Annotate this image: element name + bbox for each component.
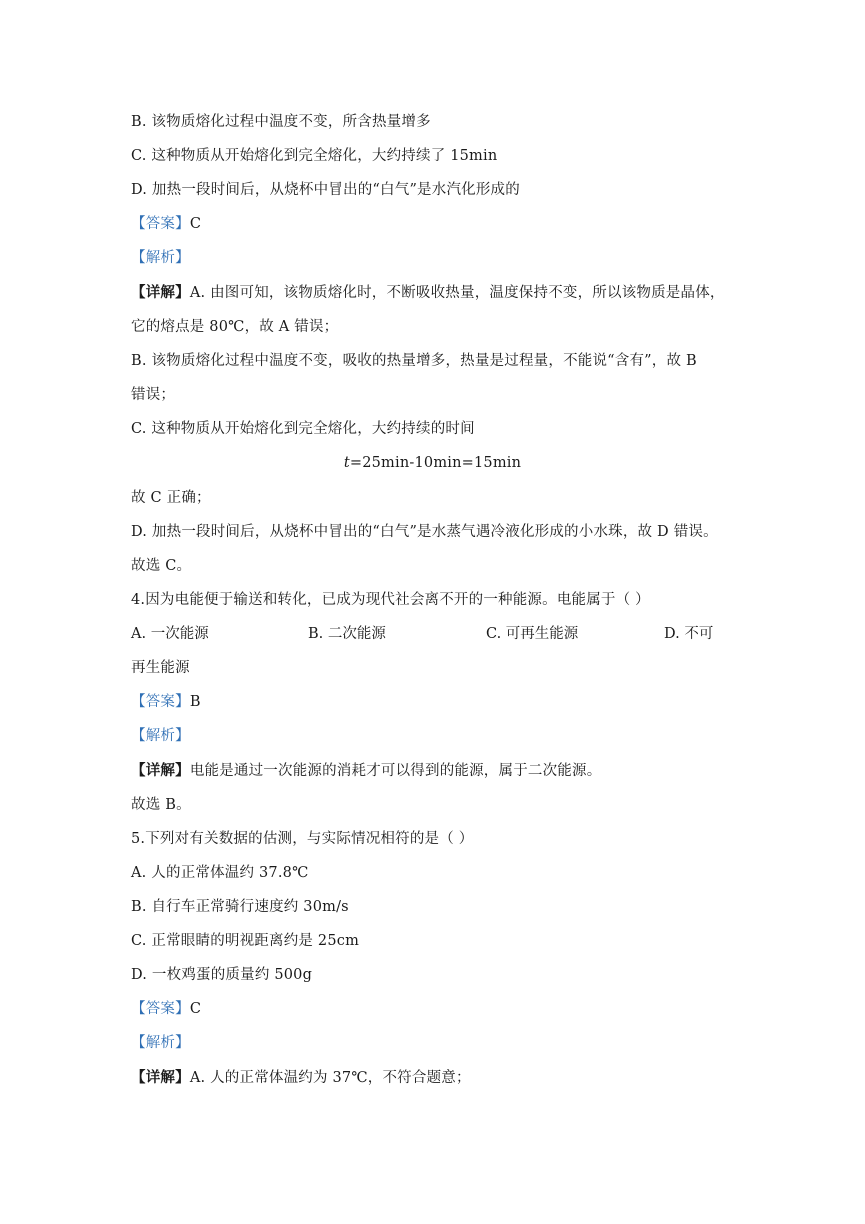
answer-value: C <box>189 216 202 232</box>
q5-answer <box>131 999 201 1019</box>
q4-answer <box>131 692 201 712</box>
q3-detail-c: C. 这种物质从开始熔化到完全熔化，大约持续的时间 <box>131 421 475 437</box>
detail-text: A. 由图可知，该物质熔化时，不断吸收热量，温度保持不变，所以该物质是晶体， <box>189 285 725 301</box>
q4-stem: 4.因为电能便于输送和转化，已成为现代社会离不开的一种能源。电能属于（ ） <box>131 592 650 608</box>
detail-text: A. 人的正常体温约为 37℃，不符合题意； <box>189 1070 471 1086</box>
detail-text: 电能是通过一次能源的消耗才可以得到的能源，属于二次能源。 <box>189 763 602 779</box>
answer-value: C <box>189 1001 202 1017</box>
detail-tag: 【详解】 <box>131 284 190 301</box>
formula-expression: =25min-10min=15min <box>349 455 522 471</box>
q4-option-a: A. 一次能源 <box>131 626 209 642</box>
q4-option-c: C. 可再生能源 <box>486 626 579 642</box>
q3-detail-a <box>131 283 725 303</box>
q3-detail-c-conclusion: 故 C 正确； <box>131 490 211 506</box>
q3-option-b: B. 该物质熔化过程中温度不变，所含热量增多 <box>131 114 431 130</box>
answer-tag: 【答案】 <box>131 216 190 232</box>
q5-option-b: B. 自行车正常骑行速度约 30m/s <box>131 899 349 915</box>
q5-analysis-tag: 【解析】 <box>131 1035 190 1051</box>
q5-option-a: A. 人的正常体温约 37.8℃ <box>131 865 309 881</box>
q3-detail-a-cont: 它的熔点是 80℃，故 A 错误； <box>131 319 339 335</box>
q4-option-d: D. 不可 <box>664 626 714 642</box>
answer-tag: 【答案】 <box>131 694 190 710</box>
q3-analysis-tag: 【解析】 <box>131 250 190 266</box>
q4-analysis-tag: 【解析】 <box>131 728 190 744</box>
answer-tag: 【答案】 <box>131 1001 190 1017</box>
q3-option-c: C. 这种物质从开始熔化到完全熔化，大约持续了 15min <box>131 148 498 164</box>
formula-variable: t <box>343 455 350 471</box>
q3-detail-d: D. 加热一段时间后，从烧杯中冒出的“白气”是水蒸气遇冷液化形成的小水珠，故 D 错误。 <box>131 524 718 540</box>
q4-detail <box>131 761 601 781</box>
q3-formula <box>0 453 865 473</box>
q3-conclusion: 故选 C。 <box>131 558 192 574</box>
q5-option-d: D. 一枚鸡蛋的质量约 500g <box>131 967 313 983</box>
answer-value: B <box>189 694 201 710</box>
detail-tag: 【详解】 <box>131 1069 190 1086</box>
q5-detail-a <box>131 1068 471 1088</box>
q3-answer <box>131 214 201 234</box>
q4-conclusion: 故选 B。 <box>131 797 191 813</box>
q5-option-c: C. 正常眼睛的明视距离约是 25cm <box>131 933 360 949</box>
q3-option-d: D. 加热一段时间后，从烧杯中冒出的“白气”是水汽化形成的 <box>131 182 520 198</box>
q4-option-b: B. 二次能源 <box>308 626 386 642</box>
detail-tag: 【详解】 <box>131 762 190 779</box>
q3-detail-b: B. 该物质熔化过程中温度不变，吸收的热量增多，热量是过程量，不能说“含有”，故 B <box>131 353 697 369</box>
q4-option-d-cont: 再生能源 <box>131 660 190 676</box>
q5-stem: 5.下列对有关数据的估测，与实际情况相符的是（ ） <box>131 831 474 847</box>
q3-detail-b-cont: 错误； <box>131 387 176 403</box>
